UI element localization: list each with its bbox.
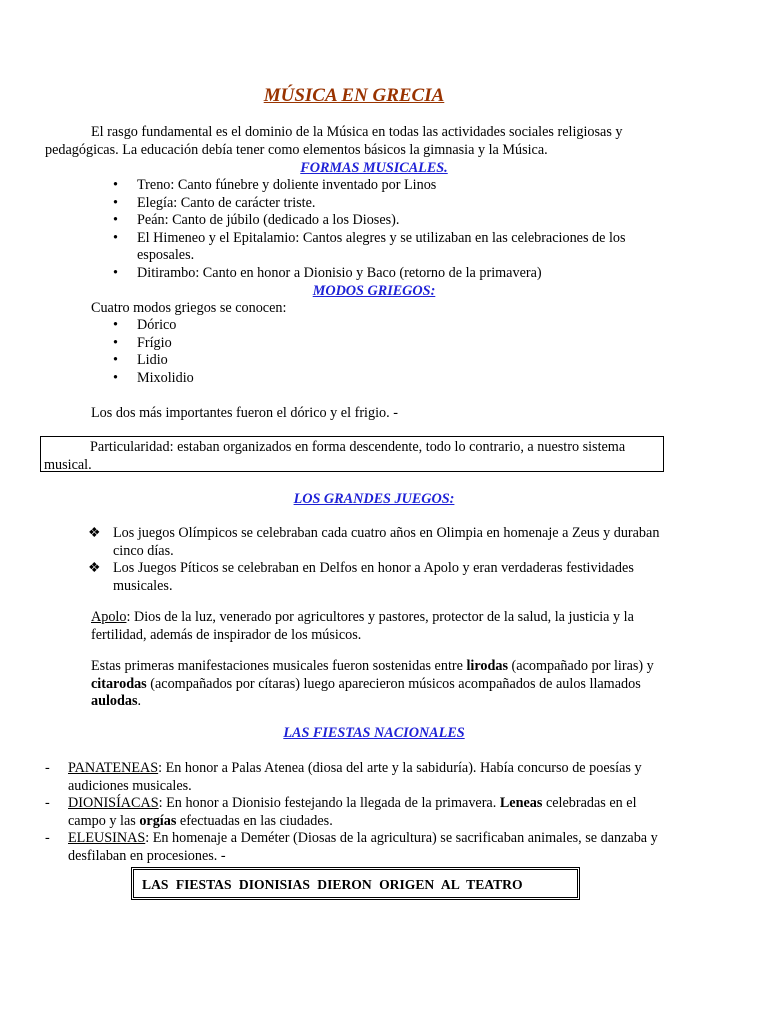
fiestas-heading: LAS FIESTAS NACIONALES	[283, 725, 465, 741]
list-item	[90, 317, 390, 335]
bullet-icon: •	[113, 177, 118, 193]
list-item	[90, 560, 670, 595]
apolo-term: Apolo	[91, 609, 127, 625]
juegos-heading: LOS GRANDES JUEGOS:	[293, 491, 455, 507]
text-run: (acompañados por cítaras) luego aparecieron músicos acompañados de aulos llamados	[146, 675, 641, 692]
list-item	[90, 525, 670, 560]
bullet-icon: •	[113, 194, 118, 211]
apolo-paragraph	[91, 609, 666, 644]
list-item	[90, 335, 390, 353]
page-title: MÚSICA EN GRECIA	[263, 85, 445, 106]
list-item-text: Treno: Canto fúnebre y doliente inventado por Linos	[137, 177, 437, 193]
modos-intro: Cuatro modos griegos se conocen:	[91, 300, 287, 316]
formas-list	[90, 177, 670, 283]
list-item	[45, 760, 665, 795]
aulodas-term: aulodas	[91, 693, 138, 710]
list-item	[90, 370, 390, 388]
text-run: efectuadas en las ciudades.	[176, 812, 333, 829]
text-run: (acompañado por liras) y	[508, 658, 654, 674]
conclusion-box: LAS FIESTAS DIONISIAS DIERON ORIGEN AL TEATRO	[131, 867, 580, 900]
dash-marker: -	[45, 830, 50, 847]
list-item-text: Ditirambo: Canto en honor a Dionisio y Baco (retorno de la primavera)	[137, 264, 542, 281]
eleusinas-text: : En homenaje a Deméter (Diosas de la agricultura) se sacrificaban animales, se danzaba y desfilaban en procesiones. -	[68, 830, 658, 864]
list-item	[90, 265, 670, 283]
manifestaciones-paragraph	[91, 658, 661, 711]
citarodas-term: citarodas	[91, 675, 147, 692]
bullet-icon: •	[113, 317, 118, 333]
modos-list	[90, 317, 390, 387]
modos-note: Los dos más importantes fueron el dórico y el frigio. -	[91, 405, 398, 421]
orgias-term: orgías	[139, 812, 177, 829]
list-item	[45, 795, 665, 830]
text-run: : En honor a Dionisio festejando la llegada de la primavera.	[158, 795, 500, 812]
list-item	[90, 212, 670, 230]
formas-heading: FORMAS MUSICALES.	[300, 160, 448, 176]
bullet-icon: •	[113, 369, 118, 386]
dionisiacas-term: DIONISÍACAS	[68, 795, 159, 812]
panateneas-text: : En honor a Palas Atenea (diosa del arte y la sabiduría). Había concurso de poesías y audiciones musicales.	[68, 760, 642, 794]
intro-paragraph: El rasgo fundamental es el dominio de la Música en todas las actividades sociales religiosas y pedagógicas. La educación debía tener como elementos básicos la gimnasia y la Música.	[45, 124, 623, 158]
apolo-text: : Dios de la luz, venerado por agricultores y pastores, protector de la salud, la justicia y la fertilidad, además de inspirador de los músicos.	[91, 609, 634, 643]
lirodas-term: lirodas	[466, 658, 508, 674]
list-item-text: Frígio	[137, 334, 172, 351]
bullet-icon: •	[113, 334, 118, 351]
leneas-term: Leneas	[499, 795, 543, 812]
list-item	[90, 195, 670, 213]
bullet-icon: •	[113, 352, 118, 369]
list-item-text: Lidio	[137, 352, 168, 369]
list-item	[90, 177, 670, 195]
list-item	[90, 352, 390, 370]
dash-marker: -	[45, 760, 50, 776]
juegos-list	[90, 525, 670, 595]
list-item-text: Los juegos Olímpicos se celebraban cada cuatro años en Olimpia en homenaje a Zeus y duraban cinco días.	[113, 525, 660, 559]
dash-marker: -	[45, 795, 50, 812]
eleusinas-term: ELEUSINAS	[68, 830, 146, 847]
list-item-text: Los Juegos Píticos se celebraban en Delfos en honor a Apolo y eran verdaderas festividades musicales.	[113, 560, 634, 594]
particularidad-box: Particularidad: estaban organizados en forma descendente, todo lo contrario, a nuestro sistema musical.	[40, 436, 664, 472]
diamond-bullet-icon: ❖	[88, 560, 101, 577]
modos-heading: MODOS GRIEGOS:	[312, 283, 436, 299]
list-item-text: El Himeneo y el Epitalamio: Cantos alegres y se utilizaban en las celebraciones de los esposales.	[137, 229, 626, 264]
list-item-text: Peán: Canto de júbilo (dedicado a los Dioses).	[137, 212, 400, 229]
fiestas-list	[45, 760, 665, 866]
list-item-text: Mixolidio	[137, 369, 194, 386]
bullet-icon: •	[113, 229, 118, 246]
bullet-icon: •	[113, 212, 118, 229]
panateneas-term: PANATENEAS	[68, 760, 159, 776]
text-run: Estas primeras manifestaciones musicales fueron sostenidas entre	[91, 658, 467, 674]
list-item-text: Elegía: Canto de carácter triste.	[137, 194, 316, 211]
text-run: celebradas en el campo y las	[68, 795, 637, 829]
text-run: .	[137, 693, 142, 710]
list-item-text: Dórico	[137, 317, 177, 333]
list-item	[45, 830, 665, 865]
bullet-icon: •	[113, 264, 118, 281]
diamond-bullet-icon: ❖	[88, 525, 101, 541]
list-item	[90, 230, 670, 265]
